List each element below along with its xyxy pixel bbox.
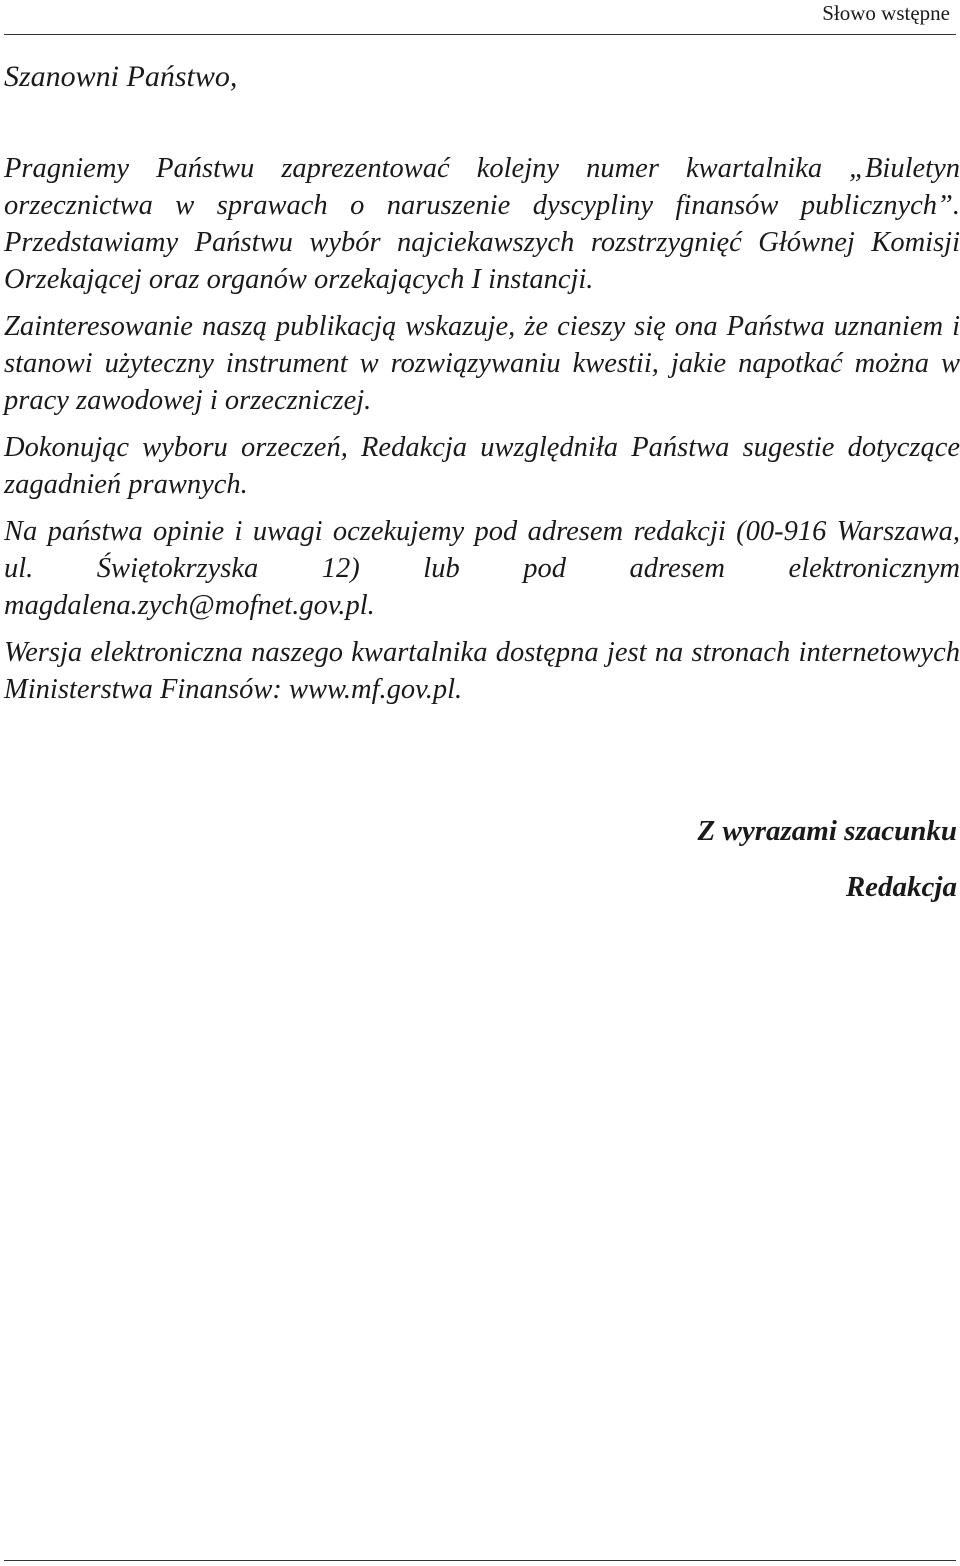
letter-closing (698, 803, 957, 915)
letter-body (4, 150, 960, 718)
running-header-title: Słowo wstępne (822, 1, 950, 25)
header-rule (4, 34, 956, 35)
signature: Redakcja (845, 871, 957, 903)
footer-rule (4, 1560, 956, 1561)
paragraph-online-version: Wersja elektroniczna naszego kwartalnika dostępna jest na stronach internetowych Ministerstwa Finansów: www.mf.gov.pl. (4, 637, 960, 705)
paragraph-contact: Na państwa opinie i uwagi oczekujemy pod adresem redakcji (00-916 Warszawa, ul. Świętokrzyska 12) lub pod adresem elektronicznym magdalena.zych@mofnet.gov.pl. (4, 516, 960, 621)
closing-line: Z wyrazami szacunku (697, 815, 957, 847)
salutation: Szanowni Państwo, (4, 60, 238, 93)
paragraph-intro: Pragniemy Państwu zaprezentować kolejny numer kwartalnika „Biuletyn orzecznictwa w sprawach o naruszenie dyscypliny finansów publicznych”. Przedstawiamy Państwu wybór najciekawszych rozstrzygnięć Głównej Komisji Orzekającej oraz organów orzekających I instancji. (4, 153, 960, 295)
paragraph-selection: Dokonując wyboru orzeczeń, Redakcja uwzględniła Państwa sugestie dotyczące zagadnień prawnych. (4, 432, 960, 500)
paragraph-interest: Zainteresowanie naszą publikacją wskazuje, że cieszy się ona Państwa uznaniem i stanowi użyteczny instrument w rozwiązywaniu kwestii, jakie napotkać można w pracy zawodowej i orzeczniczej. (4, 311, 960, 416)
